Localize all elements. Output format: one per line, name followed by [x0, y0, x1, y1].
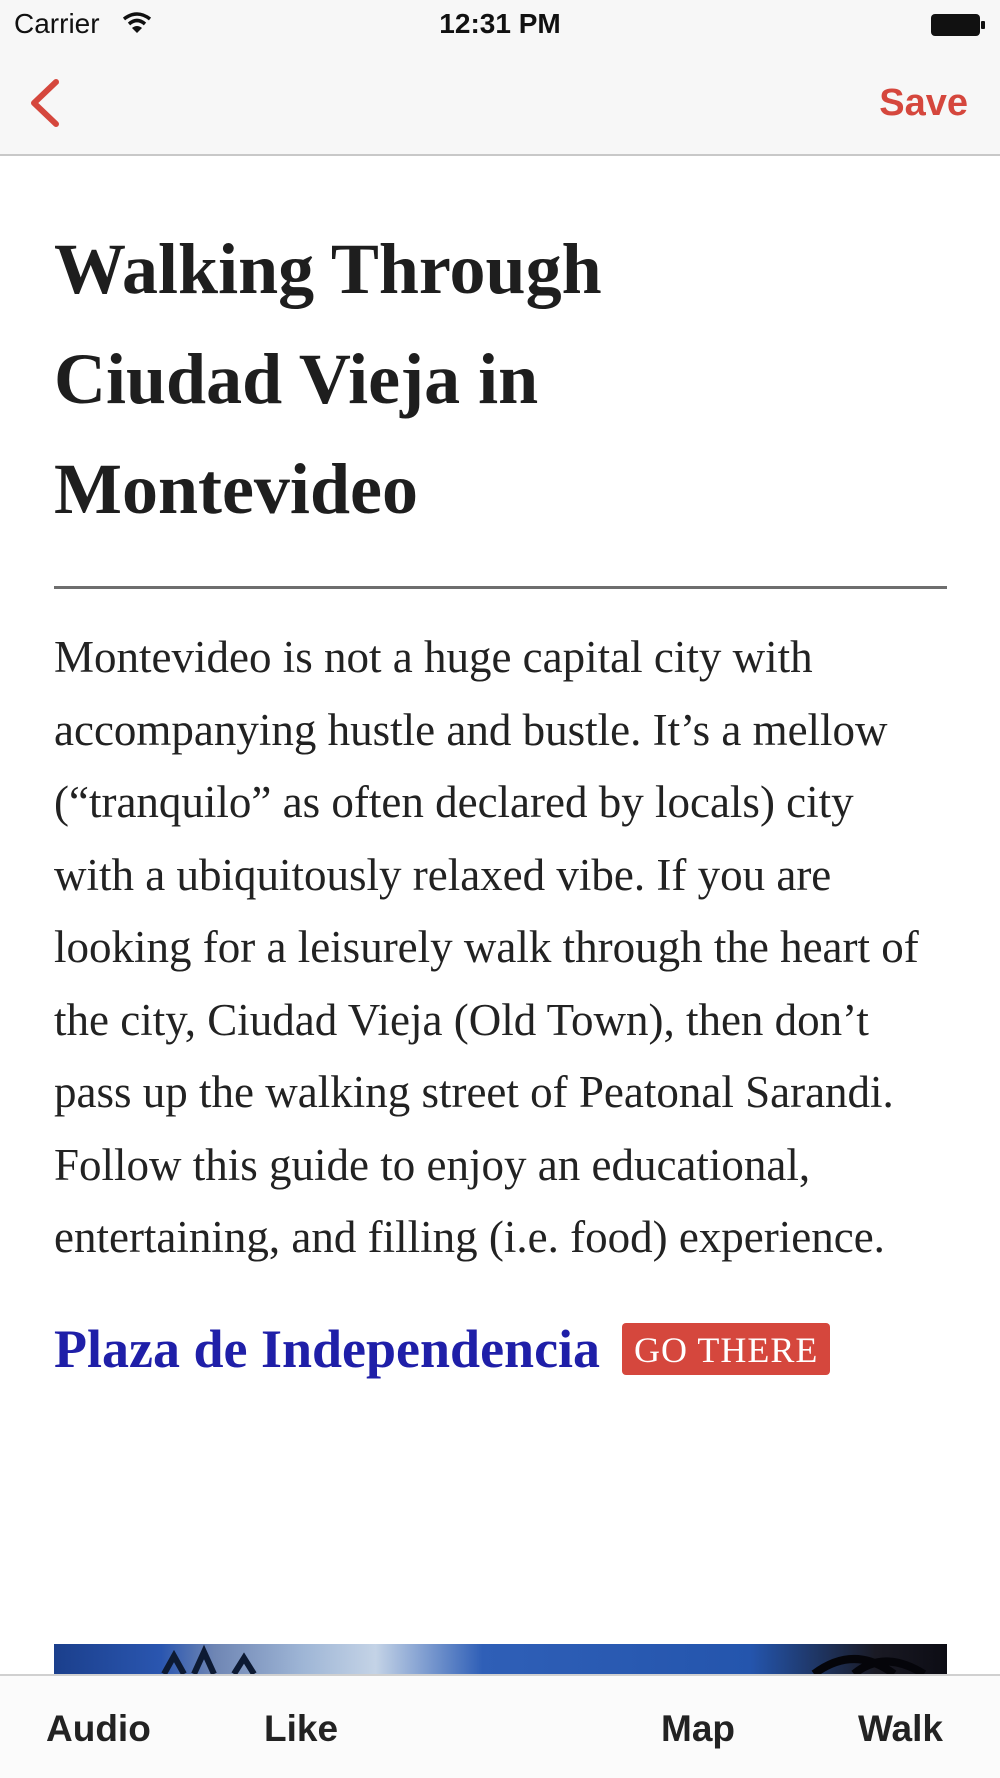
status-bar — [0, 0, 1000, 50]
tab-bar — [0, 1674, 1000, 1778]
chevron-left-icon — [26, 76, 66, 130]
battery-icon — [930, 12, 986, 36]
tab-walk[interactable]: Walk — [858, 1708, 943, 1749]
page-title: Walking Through Ciudad Vieja in Montevideo — [54, 229, 602, 529]
divider — [54, 586, 947, 589]
status-time: 12:31 PM — [439, 8, 561, 39]
tab-map[interactable]: Map — [661, 1708, 735, 1749]
carrier-label: Carrier — [14, 8, 100, 39]
section-title-link[interactable]: Plaza de Independencia — [54, 1318, 601, 1379]
article-content — [54, 156, 947, 1380]
section-photo — [54, 1644, 947, 1674]
tab-audio[interactable]: Audio — [46, 1708, 151, 1749]
section-heading — [54, 1318, 947, 1380]
navigation-bar — [0, 50, 1000, 156]
tab-like[interactable]: Like — [264, 1708, 339, 1749]
back-button[interactable] — [26, 76, 66, 130]
save-button[interactable]: Save — [879, 82, 968, 124]
intro-paragraph: Montevideo is not a huge capital city with accompanying hustle and bustle. It’s a mellow (“tranquilo” as often declared by locals) city with a ubiquitously relaxed vibe. If you are looking for a leisurely walk through the heart of the city, Ciudad Vieja (Old Town), then don’t pass up the walking street of Peatonal Sarandi. Follow this guide to enjoy an educational, entertaining, and filling (i.e. food) experience. — [54, 632, 919, 1262]
go-there-button[interactable]: GO THERE — [622, 1323, 830, 1375]
